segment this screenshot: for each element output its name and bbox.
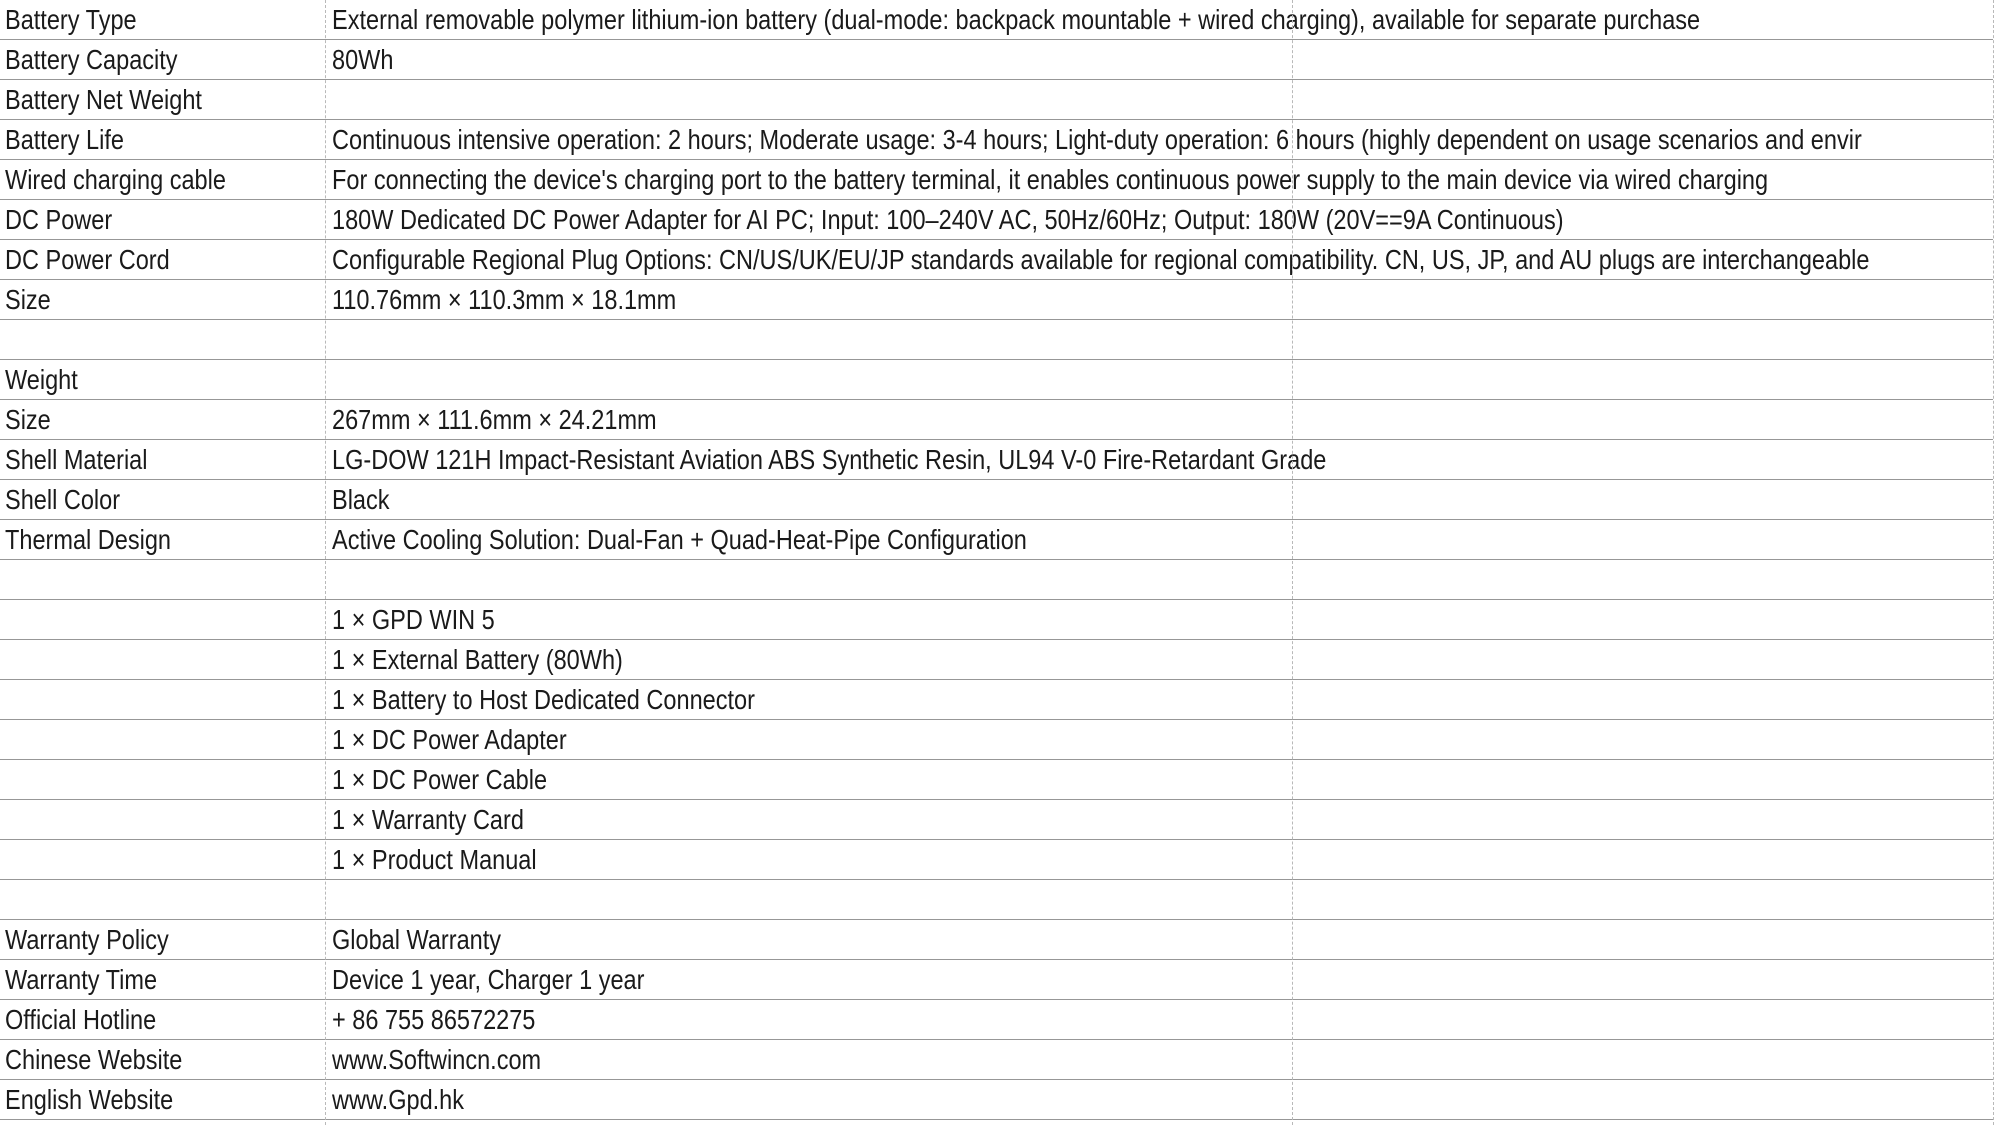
table-row: [0, 920, 1993, 960]
row-value-cell[interactable]: [325, 1040, 1993, 1079]
row-value-text: 1 × DC Power Cable: [332, 763, 548, 795]
table-row: [0, 280, 1993, 320]
row-label-cell[interactable]: [0, 720, 325, 759]
row-label-cell[interactable]: [0, 680, 325, 719]
row-label-text: Chinese Website: [5, 1043, 183, 1075]
row-value-cell[interactable]: [325, 40, 1993, 79]
table-row: [0, 960, 1993, 1000]
row-label-cell[interactable]: [0, 0, 325, 39]
row-label-cell[interactable]: [0, 840, 325, 879]
row-value-cell[interactable]: [325, 560, 1993, 599]
row-label-text: Thermal Design: [5, 523, 172, 555]
row-value-cell[interactable]: [325, 880, 1993, 919]
row-value-cell[interactable]: [325, 640, 1993, 679]
row-label-text: Size: [5, 283, 51, 315]
row-value-cell[interactable]: [325, 280, 1993, 319]
row-value-text: 80Wh: [332, 43, 394, 75]
row-value-text: Global Warranty: [332, 923, 502, 955]
table-row: [0, 1080, 1993, 1120]
row-value-cell[interactable]: [325, 1080, 1993, 1119]
table-row: [0, 400, 1993, 440]
row-value-text: LG-DOW 121H Impact-Resistant Aviation ABS Synthetic Resin, UL94 V-0 Fire-Retardant Grade: [332, 443, 1327, 475]
table-row: [0, 80, 1993, 120]
row-label-cell[interactable]: [0, 560, 325, 599]
row-value-cell[interactable]: [325, 920, 1993, 959]
row-label-text: DC Power Cord: [5, 243, 170, 275]
row-value-cell[interactable]: [325, 320, 1993, 359]
row-value-cell[interactable]: [325, 960, 1993, 999]
row-value-text: 1 × DC Power Adapter: [332, 723, 567, 755]
table-row: [0, 480, 1993, 520]
row-label-cell[interactable]: [0, 240, 325, 279]
row-value-text: Black: [332, 483, 390, 515]
row-label-cell[interactable]: [0, 80, 325, 119]
table-row: [0, 1040, 1993, 1080]
row-label-text: Battery Net Weight: [5, 83, 202, 115]
row-label-cell[interactable]: [0, 480, 325, 519]
row-value-text: 267mm × 111.6mm × 24.21mm: [332, 403, 657, 435]
row-value-text: For connecting the device's charging port to the battery terminal, it enables continuous power supply to the main device via wired charging: [332, 163, 1769, 195]
row-label-cell[interactable]: [0, 120, 325, 159]
table-row: [0, 200, 1993, 240]
row-value-text: 1 × Product Manual: [332, 843, 537, 875]
row-label-cell[interactable]: [0, 960, 325, 999]
row-value-text: 110.76mm × 110.3mm × 18.1mm: [332, 283, 677, 315]
table-row: [0, 840, 1993, 880]
row-value-cell[interactable]: [325, 840, 1993, 879]
row-value-text: 1 × GPD WIN 5: [332, 603, 495, 635]
row-value-text: 1 × External Battery (80Wh): [332, 643, 623, 675]
row-value-cell[interactable]: [325, 0, 1993, 39]
row-label-text: Warranty Policy: [5, 923, 169, 955]
row-label-cell[interactable]: [0, 400, 325, 439]
row-label-cell[interactable]: [0, 280, 325, 319]
row-label-cell[interactable]: [0, 920, 325, 959]
row-label-text: Shell Material: [5, 443, 148, 475]
row-label-cell[interactable]: [0, 320, 325, 359]
table-row: [0, 760, 1993, 800]
row-value-cell[interactable]: [325, 360, 1993, 399]
row-label-text: Battery Capacity: [5, 43, 178, 75]
row-label-cell[interactable]: [0, 360, 325, 399]
table-row: [0, 1000, 1993, 1040]
row-label-cell[interactable]: [0, 520, 325, 559]
row-value-cell[interactable]: [325, 600, 1993, 639]
row-value-cell[interactable]: [325, 800, 1993, 839]
table-row: [0, 0, 1993, 40]
row-value-text: Device 1 year, Charger 1 year: [332, 963, 645, 995]
row-label-cell[interactable]: [0, 800, 325, 839]
row-value-text: www.Softwincn.com: [332, 1043, 542, 1075]
row-value-cell[interactable]: [325, 1000, 1993, 1039]
row-label-cell[interactable]: [0, 880, 325, 919]
table-row: [0, 800, 1993, 840]
row-value-text: 180W Dedicated DC Power Adapter for AI PC; Input: 100–240V AC, 50Hz/60Hz; Output: 180W (20V==9A Continuous): [332, 203, 1564, 235]
table-row: [0, 320, 1993, 360]
row-label-cell[interactable]: [0, 1080, 325, 1119]
row-value-cell[interactable]: [325, 400, 1993, 439]
row-value-cell[interactable]: [325, 440, 1993, 479]
row-label-cell[interactable]: [0, 760, 325, 799]
row-label-text: Battery Type: [5, 3, 137, 35]
row-label-cell[interactable]: [0, 200, 325, 239]
row-value-text: 1 × Warranty Card: [332, 803, 524, 835]
row-label-cell[interactable]: [0, 40, 325, 79]
table-row: [0, 880, 1993, 920]
row-value-cell[interactable]: [325, 200, 1993, 239]
row-label-cell[interactable]: [0, 600, 325, 639]
table-row: [0, 720, 1993, 760]
row-value-text: Continuous intensive operation: 2 hours; Moderate usage: 3-4 hours; Light-duty operation: 6 hours (highly dependent on usage scenarios and envir: [332, 123, 1862, 155]
row-value-text: 1 × Battery to Host Dedicated Connector: [332, 683, 755, 715]
row-label-text: Size: [5, 403, 51, 435]
row-value-text: External removable polymer lithium-ion battery (dual-mode: backpack mountable + wired charging), available for separate purchase: [332, 3, 1701, 35]
row-value-cell[interactable]: [325, 680, 1993, 719]
row-value-text: Active Cooling Solution: Dual-Fan + Quad-Heat-Pipe Configuration: [332, 523, 1027, 555]
row-value-text: + 86 755 86572275: [332, 1003, 536, 1035]
row-label-cell[interactable]: [0, 1040, 325, 1079]
row-label-text: Official Hotline: [5, 1003, 157, 1035]
row-label-text: English Website: [5, 1083, 174, 1115]
table-row: [0, 680, 1993, 720]
row-label-cell[interactable]: [0, 1000, 325, 1039]
row-label-cell[interactable]: [0, 160, 325, 199]
table-row: [0, 40, 1993, 80]
table-row: [0, 440, 1993, 480]
row-label-text: Battery Life: [5, 123, 124, 155]
row-label-text: Weight: [5, 363, 78, 395]
row-label-cell[interactable]: [0, 640, 325, 679]
row-value-cell[interactable]: [325, 720, 1993, 759]
row-value-cell[interactable]: [325, 80, 1993, 119]
table-row: [0, 560, 1993, 600]
table-row: [0, 160, 1993, 200]
table-row: [0, 520, 1993, 560]
row-value-cell[interactable]: [325, 160, 1993, 199]
table-row: [0, 360, 1993, 400]
row-value-cell[interactable]: [325, 120, 1993, 159]
row-value-cell[interactable]: [325, 760, 1993, 799]
row-label-cell[interactable]: [0, 440, 325, 479]
table-row: [0, 600, 1993, 640]
row-label-text: Shell Color: [5, 483, 121, 515]
table-row: [0, 120, 1993, 160]
row-value-text: www.Gpd.hk: [332, 1083, 465, 1115]
row-value-text: Configurable Regional Plug Options: CN/US/UK/EU/JP standards available for regional compatibility. CN, US, JP, and AU plugs are interchangeable: [332, 243, 1870, 275]
table-row: [0, 240, 1993, 280]
table-right-edge-gridline: [1993, 0, 1994, 1125]
row-label-text: Warranty Time: [5, 963, 158, 995]
row-value-cell[interactable]: [325, 520, 1993, 559]
row-value-cell[interactable]: [325, 480, 1993, 519]
table-row: [0, 640, 1993, 680]
row-label-text: DC Power: [5, 203, 113, 235]
row-value-cell[interactable]: [325, 240, 1993, 279]
row-label-text: Wired charging cable: [5, 163, 226, 195]
